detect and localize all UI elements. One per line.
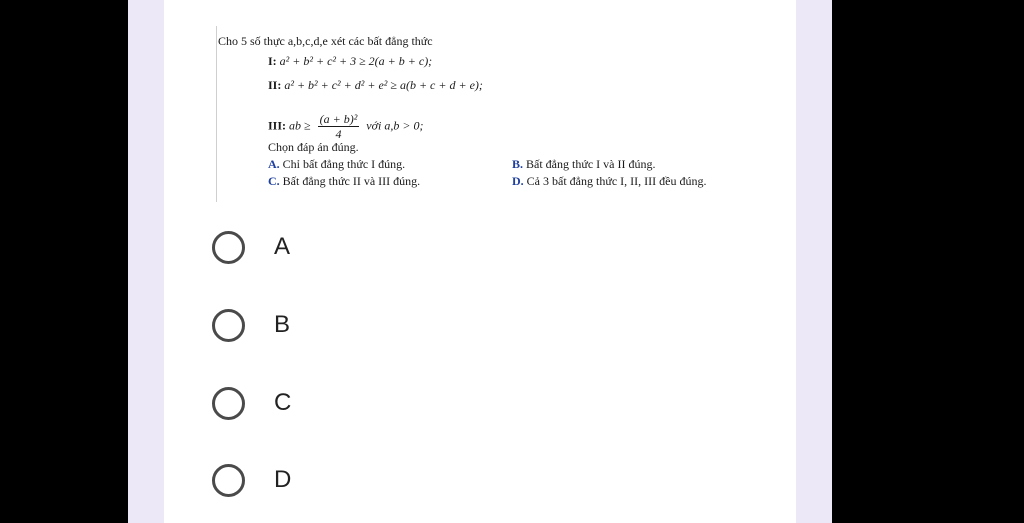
choice-b-label: B [274,311,291,338]
question-intro: Cho 5 số thực a,b,c,d,e xét các bất đẳng thức [218,34,433,48]
option-b-letter: B. [512,157,524,171]
radio-button-d[interactable] [212,464,245,497]
choice-d-label: D [274,466,292,493]
choice-c[interactable] [212,385,512,425]
choice-c-label: C [274,389,292,416]
statement-3 [268,112,423,141]
right-gutter [796,0,832,523]
statement-2-label: II: [268,78,282,92]
option-a-text: Chỉ bất đẳng thức I đúng. [282,157,406,171]
option-text-b [512,157,655,172]
option-c-text: Bất đẳng thức II và III đúng. [282,174,421,188]
question-image [216,26,776,202]
choice-a[interactable] [212,229,512,269]
statement-2-expr: a² + b² + c² + d² + e² ≥ a(b + c + d + e); [284,78,483,92]
radio-button-a[interactable] [212,231,245,264]
statement-3-rhs: với a,b > 0; [366,118,424,133]
choice-b[interactable] [212,307,512,347]
option-a-letter: A. [268,157,280,171]
radio-button-b[interactable] [212,309,245,342]
option-d-letter: D. [512,174,524,188]
option-text-a [268,157,405,172]
choice-d[interactable] [212,462,512,502]
statement-3-fraction [318,112,360,141]
option-d-text: Cả 3 bất đẳng thức I, II, III đều đúng. [526,174,707,188]
option-text-c [268,174,420,189]
left-black-bar [0,0,128,523]
question-left-rule [216,26,217,202]
statement-3-label: III: [268,118,287,133]
quiz-card [164,0,796,523]
radio-button-c[interactable] [212,387,245,420]
statement-1 [268,54,432,69]
fraction-numerator: (a + b)² [319,112,358,126]
statement-2 [268,78,483,93]
fraction-denominator: 4 [335,127,342,141]
left-gutter [128,0,164,523]
right-black-bar [832,0,1024,523]
option-c-letter: C. [268,174,280,188]
statement-1-label: I: [268,54,277,68]
statement-3-lhs: ab ≥ [289,118,311,133]
statement-1-expr: a² + b² + c² + 3 ≥ 2(a + b + c); [279,54,433,68]
question-instruction: Chọn đáp án đúng. [268,140,359,154]
option-b-text: Bất đẳng thức I và II đúng. [526,157,656,171]
choice-a-label: A [274,233,291,260]
option-text-d [512,174,706,189]
